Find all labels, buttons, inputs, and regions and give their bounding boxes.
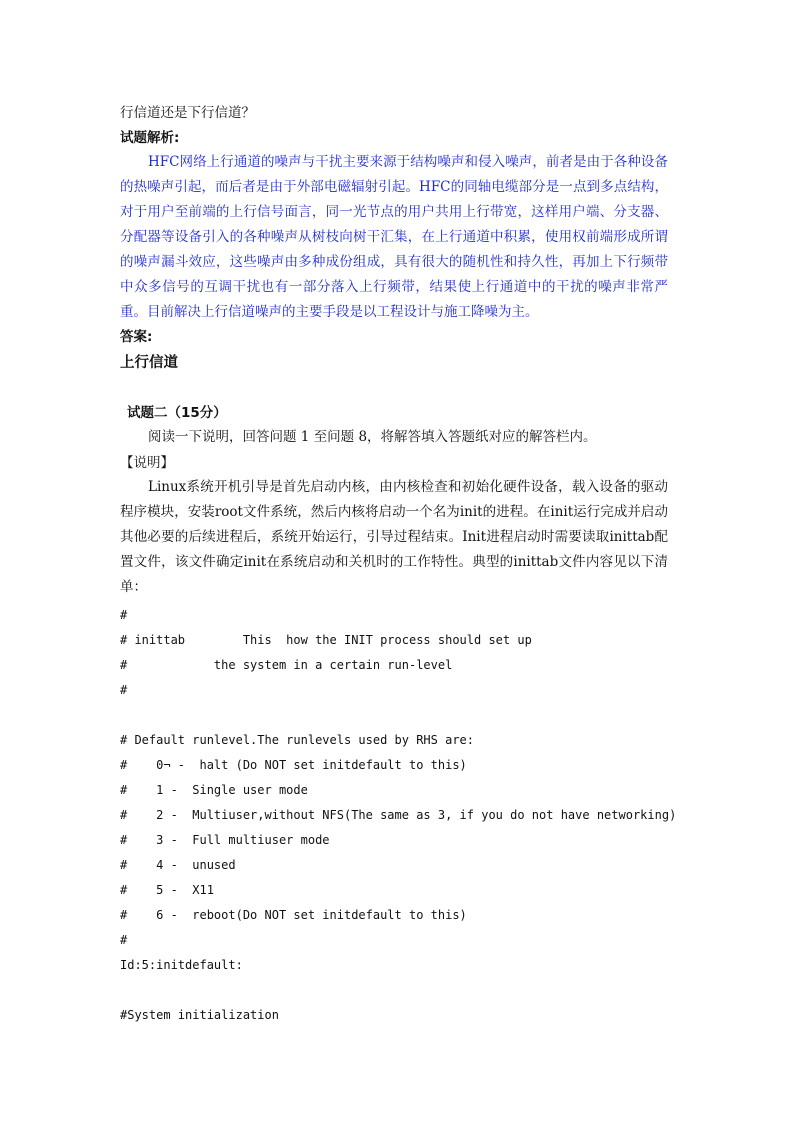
code-line: Id:5:initdefault:: [120, 958, 243, 972]
analysis-heading: 试题解析:: [120, 130, 180, 146]
code-line: # the system in a certain run-level: [120, 658, 453, 672]
explanation-text: Linux系统开机引导是首先启动内核，由内核检查和初始化硬件设备，载入设备的驱动程序模块，安装root文件系统，然后内核将启动一个名为init的进程。在init运行完成并启动其他必要的后续进程后，系统开始运行，引导过程结束。Init进程启动时需要读取inittab配置文件，该文件确定init在系统启动和关机时的工作特性。典型的inittab文件内容见以下清单：: [120, 479, 668, 595]
answer-heading: 答案:: [120, 329, 153, 345]
code-line: # 6 - reboot(Do NOT set initdefault to this): [120, 908, 467, 922]
instruction-paragraph: [120, 425, 680, 450]
analysis-paragraph: [120, 150, 668, 325]
answer-text: 上行信道: [120, 355, 178, 371]
code-line: # 0¬ - halt (Do NOT set initdefault to this): [120, 758, 467, 772]
code-line: # 4 - unused: [120, 858, 236, 872]
question-title: 试题二（15分）: [127, 405, 227, 421]
code-line: # 1 - Single user mode: [120, 783, 308, 797]
explanation-heading: 【说明】: [120, 455, 174, 471]
analysis-text: HFC网络上行通道的噪声与干扰主要来源于结构噪声和侵入噪声，前者是由于各种设备的热噪声引起，而后者是由于外部电磁辐射引起。HFC的同轴电缆部分是一点到多点结构，对于用户至前端的上行信号面言，同一光节点的用户共用上行带宽，这样用户端、分支器、分配器等设备引入的各种噪声从树枝向树干汇集，在上行通道中积累，使用权前端形成所谓的噪声漏斗效应，这些噪声由多种成份组成，具有很大的随机性和持久性，再加上下行频带中众多信号的互调干扰也有一部分落入上行频带，结果使上行通道中的干扰的噪声非常严重。目前解决上行信道噪声的主要手段是以工程设计与施工降噪为主。: [120, 154, 668, 320]
code-line: #: [120, 608, 128, 622]
code-line: # 2 - Multiuser,without NFS(The same as 3, if you do not have networking): [120, 808, 677, 822]
explanation-paragraph: [120, 475, 668, 600]
code-line: #: [120, 933, 128, 947]
code-line: # 5 - X11: [120, 883, 214, 897]
code-line: #System initialization: [120, 1008, 279, 1022]
continuation-line: 行信道还是下行信道？: [120, 105, 255, 121]
code-line: # inittab This how the INIT process should set up: [120, 633, 532, 647]
code-line: # Default runlevel.The runlevels used by RHS are:: [120, 733, 475, 747]
instruction-text: 阅读一下说明，回答问题 1 至问题 8，将解答填入答题纸对应的解答栏内。: [148, 429, 597, 445]
code-line: # 3 - Full multiuser mode: [120, 833, 330, 847]
code-line: #: [120, 683, 128, 697]
